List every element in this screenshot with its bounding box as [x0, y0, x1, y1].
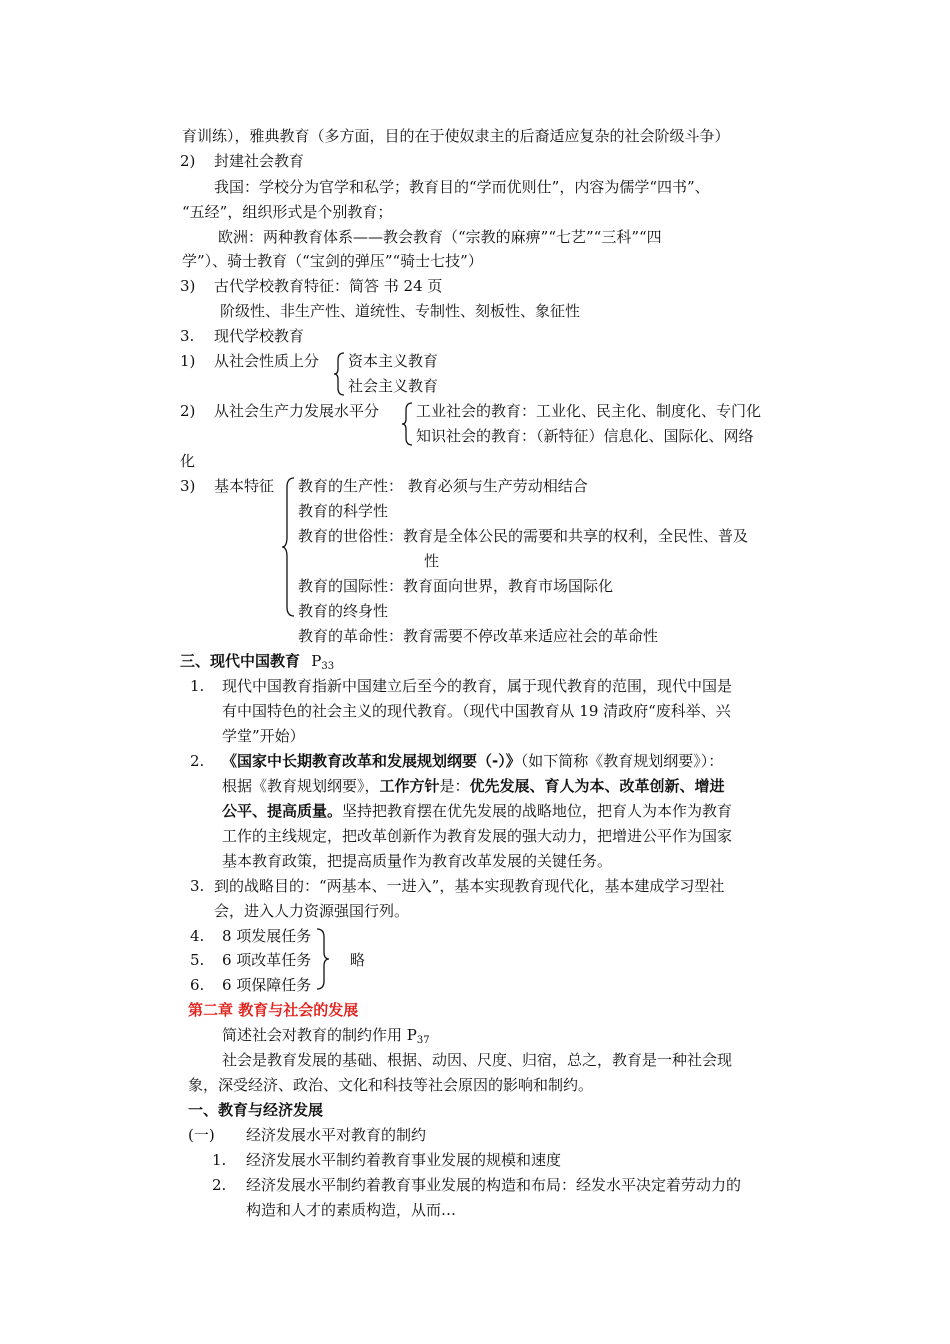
page-ref-number: 33 — [321, 661, 335, 672]
text-line: 经济发展水平制约着教育事业发展的构造和布局：经发水平决定着劳动力的 — [246, 1176, 742, 1194]
list-number: 5. — [190, 951, 205, 969]
brace-item: 资本主义教育 — [348, 352, 439, 370]
text-line: 阶级性、非生产性、道统性、专制性、刻板性、象征性 — [220, 302, 581, 320]
text-line: 我国：学校分为官学和私学；教育目的“学而优则仕”，内容为儒学“四书”、 — [214, 178, 710, 196]
list-number: 2. — [190, 752, 205, 770]
list-item-heading: 封建社会教育 — [214, 152, 305, 170]
curly-brace — [282, 477, 296, 617]
section-heading — [180, 651, 334, 677]
text-line: “五经”，组织形式是个别教育； — [182, 203, 393, 221]
closing-brace — [316, 928, 330, 990]
text-line: 基本教育政策，把提高质量作为教育改革发展的关键任务。 — [222, 852, 613, 870]
list-number: (一) — [188, 1126, 215, 1144]
text-run: 是： — [439, 777, 470, 795]
text-line: 学”）、骑士教育（“宝剑的弹压”“骑士七技”） — [182, 252, 483, 270]
list-number: 2. — [212, 1176, 227, 1194]
list-number: 3. — [190, 877, 205, 895]
page-ref-p: P — [311, 652, 322, 670]
brace-item: 教育的世俗性：教育是全体公民的需要和共享的权利，全民性、普及 — [298, 527, 749, 545]
section-heading-text: 三、现代中国教育 — [180, 652, 301, 670]
list-item: 8 项发展任务 — [222, 927, 312, 945]
text-run: 简述社会对教育的制约作用 P — [222, 1026, 417, 1044]
chapter-heading: 第二章 教育与社会的发展 — [188, 1001, 359, 1019]
list-item-heading: 经济发展水平对教育的制约 — [246, 1126, 427, 1144]
list-number: 4. — [190, 927, 205, 945]
list-item-heading: 从社会生产力发展水平分 — [214, 402, 380, 420]
bold-run: 工作方针 — [379, 777, 440, 795]
section-heading: 一、教育与经济发展 — [188, 1101, 324, 1119]
text-line — [222, 751, 723, 771]
text-line: 工作的主线规定，把改革创新作为教育发展的强大动力，把增进公平作为国家 — [222, 827, 733, 845]
text-line: 学堂”开始） — [222, 727, 305, 745]
list-number: 2) — [180, 402, 196, 420]
text-line: 育训练），雅典教育（多方面，目的在于使奴隶主的后裔适应复杂的社会阶级斗争） — [182, 127, 730, 145]
page-ref-number: 37 — [416, 1035, 430, 1046]
bold-run: 优先发展、育人为本、改革创新、增进 — [469, 777, 725, 795]
abbrev-note: （如下简称《教育规划纲要》）： — [520, 752, 724, 770]
page-ref — [311, 652, 334, 670]
text-line: 性 — [424, 552, 440, 570]
text-line: 现代中国教育指新中国建立后至今的教育，属于现代教育的范围，现代中国是 — [222, 677, 733, 695]
list-number: 3) — [180, 277, 196, 295]
brace-note: 略 — [350, 951, 366, 969]
text-run: 根据《教育规划纲要》， — [222, 777, 380, 795]
brace-item: 教育的科学性 — [298, 502, 389, 520]
text-line: 经济发展水平制约着教育事业发展的规模和速度 — [246, 1151, 562, 1169]
list-number: 1. — [212, 1151, 227, 1169]
list-number: 2) — [180, 152, 196, 170]
brace-item: 教育的生产性： 教育必须与生产劳动相结合 — [298, 477, 588, 495]
brace-item: 教育的终身性 — [298, 602, 389, 620]
list-item-heading: 基本特征 — [214, 477, 275, 495]
text-line: 象，深受经济、政治、文化和科技等社会原因的影响和制约。 — [188, 1076, 594, 1094]
text-line: 欧洲：两种教育体系——教会教育（“宗教的麻痹”“七艺”“三科”“四 — [218, 228, 662, 246]
list-item: 6 项改革任务 — [222, 951, 312, 969]
bold-run: 公平、提高质量。 — [222, 802, 343, 820]
brace-item: 工业社会的教育：工业化、民主化、制度化、专门化 — [416, 402, 762, 420]
list-number: 3. — [180, 327, 195, 345]
brace-item: 知识社会的教育：（新特征）信息化、国际化、网络 — [416, 427, 754, 445]
list-item-heading: 从社会性质上分 — [214, 352, 320, 370]
text-line: 化 — [180, 452, 196, 470]
list-number: 1. — [190, 677, 205, 695]
brace-item: 社会主义教育 — [348, 377, 439, 395]
text-line — [222, 776, 725, 796]
brace-item: 教育的国际性：教育面向世界，教育市场国际化 — [298, 577, 614, 595]
text-line: 社会是教育发展的基础、根据、动因、尺度、归宿，总之，教育是一种社会现 — [222, 1051, 733, 1069]
curly-brace — [402, 402, 414, 446]
list-item-heading: 古代学校教育特征：简答 书 24 页 — [214, 277, 443, 295]
list-number: 6. — [190, 976, 205, 994]
brace-item: 教育的革命性：教育需要不停改革来适应社会的革命性 — [298, 627, 659, 645]
text-line: 到的战略目的：“两基本、一进入”，基本实现教育现代化，基本建成学习型社 — [214, 877, 725, 895]
list-number: 3) — [180, 477, 196, 495]
text-line — [222, 1025, 430, 1051]
text-line — [222, 801, 732, 821]
text-run: 坚持把教育摆在优先发展的战略地位，把育人为本作为教育 — [342, 802, 733, 820]
document-title: 《国家中长期教育改革和发展规划纲要（-）》 — [222, 752, 521, 770]
text-line: 会，进入人力资源强国行列。 — [214, 902, 410, 920]
text-line: 构造和人才的素质构造，从而… — [246, 1201, 457, 1219]
list-item: 6 项保障任务 — [222, 976, 312, 994]
text-line: 有中国特色的社会主义的现代教育。（现代中国教育从 19 清政府“废科举、兴 — [222, 702, 731, 720]
list-item-heading: 现代学校教育 — [214, 327, 305, 345]
list-number: 1) — [180, 352, 196, 370]
curly-brace — [334, 352, 346, 396]
